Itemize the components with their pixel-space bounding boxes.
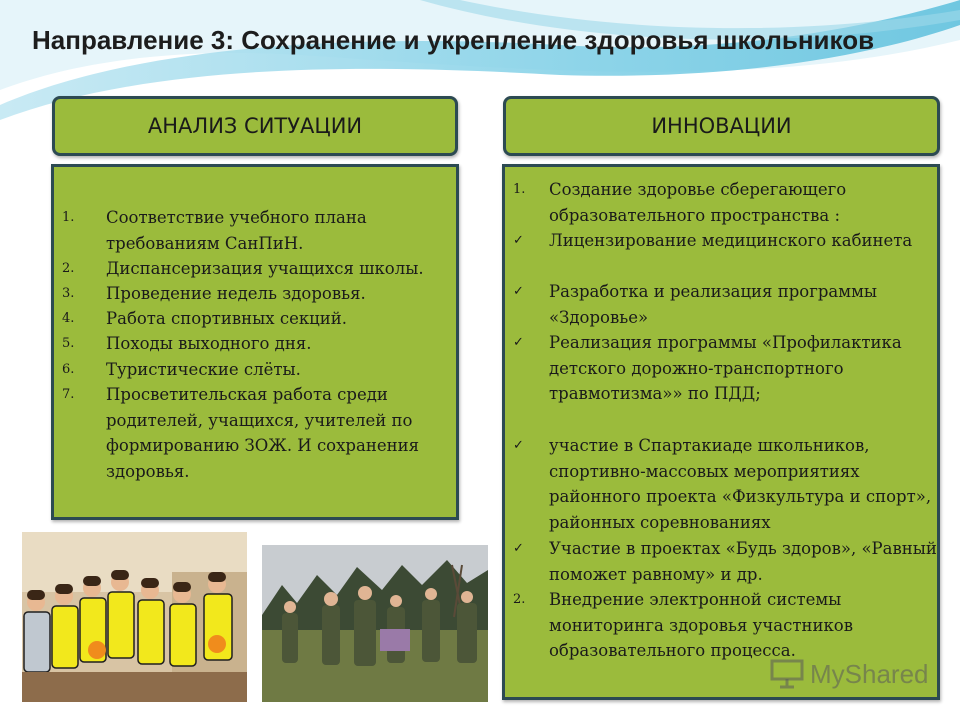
slide-title: Направление 3: Сохранение и укрепление здоровья школьников <box>32 25 875 55</box>
checkmark-icon: ✓ <box>513 233 524 248</box>
checkmark-icon: ✓ <box>513 438 524 453</box>
checkmark-icon: ✓ <box>513 541 524 556</box>
innovations-header <box>503 96 940 156</box>
analysis-header-label: АНАЛИЗ СИТУАЦИИ <box>147 114 363 138</box>
watermark <box>770 656 929 692</box>
analysis-header <box>52 96 458 156</box>
analysis-list: 1. Соответствие учебного плана требованиям СанПиН. 2. Диспансеризация учащихся школы. 3. Проведение недель здоровья. 4. Работа спортивных секций. 5. Походы выходного дня. 6. Туристические слёты. 7. Просветительская работа среди родителей, учащихся, учителей по формированию ЗОЖ. И сохранения здоровья. <box>51 164 459 520</box>
innovations-header-label: ИННОВАЦИИ <box>651 114 792 138</box>
watermark-text: MyShared <box>810 658 929 689</box>
checkmark-icon: ✓ <box>513 335 524 350</box>
camp-photo <box>262 545 488 702</box>
innovations-list: 1. Создание здоровье сберегающего образовательного пространства : ✓ Лицензирование медицинского кабинета ✓ Разработка и реализация программы «Здоровье» ✓ Реализация программы «Профилактика детского дорожно-транспортного травмотизма»» по ПДД; ✓ участие в Спартакиаде школьников, спортивно-массовых мероприятиях районного проекта «Физкультура и спорт», районных соревнованиях ✓ Участие в проектах «Будь здоров», «Равный поможет равному» и др. 2. Внедрение электронной системы мониторинга здоровья участников образовательного процесса. <box>502 164 940 700</box>
presentation-icon <box>770 659 804 689</box>
team-photo <box>22 532 247 702</box>
checkmark-icon: ✓ <box>513 284 524 299</box>
